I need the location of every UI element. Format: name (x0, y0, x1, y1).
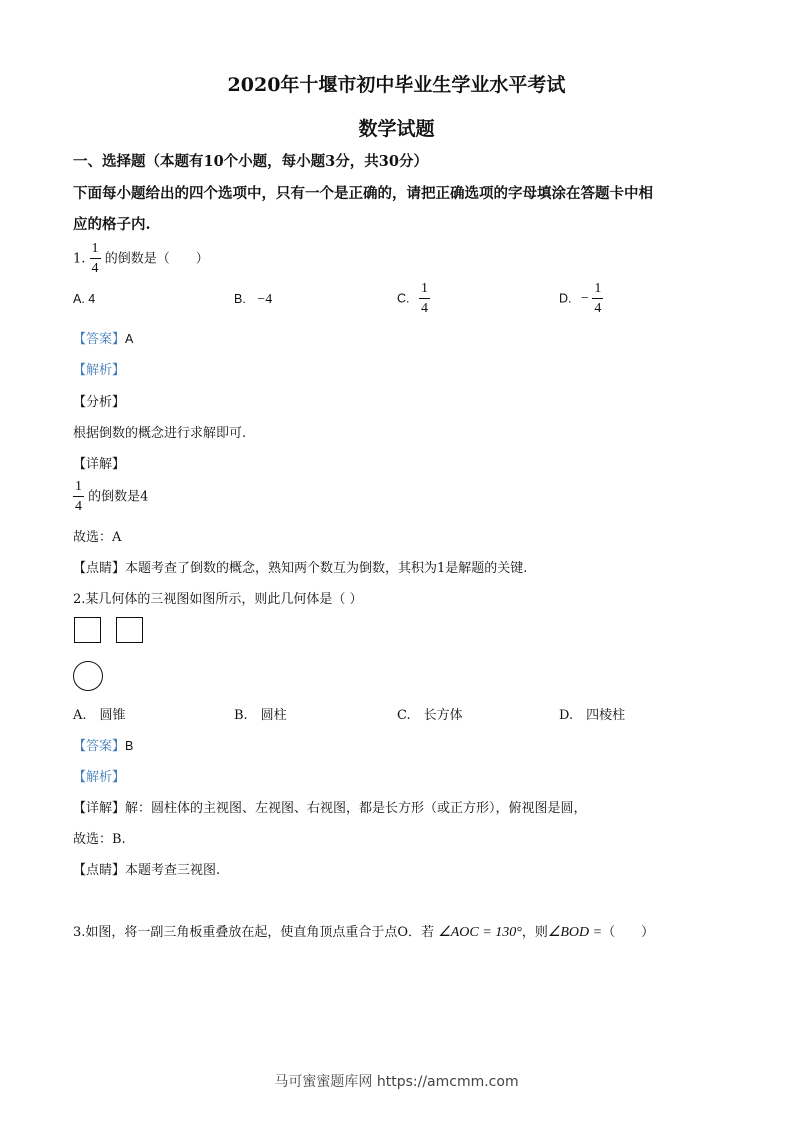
q1-comment (73, 557, 527, 576)
q2-option-b: B. 圆柱 (234, 708, 287, 723)
q2-stem: 2.某几何体的三视图如图所示，则此几何体是（ ） (73, 592, 363, 607)
q1-answer-value: A (125, 332, 134, 346)
q1-option-c-fraction (419, 282, 430, 316)
q3-stem (73, 921, 654, 941)
q2-answer (73, 735, 133, 754)
q1-stem (73, 242, 209, 276)
q2-option-d: D. 四棱柱 (559, 708, 626, 723)
q1-option-d-numerator: 1 (592, 282, 603, 299)
q1-comment-text: 本题考查了倒数的概念，熟知两个数互为倒数，其积为1是解题的关键. (125, 561, 528, 576)
q2-comment-tag: 【点睛】 (73, 863, 126, 878)
q1-detail-numerator: 1 (73, 480, 84, 497)
q1-option-d (559, 282, 603, 316)
section-instruction-line1: 下面每小题给出的四个选项中，只有一个是正确的，请把正确选项的字母填涂在答题卡中相 (73, 185, 653, 202)
q1-detail-tag: 【详解】 (73, 457, 126, 472)
q1-option-d-fraction (592, 282, 603, 316)
q3-angle-aoc: ∠AOC = 130° (438, 925, 522, 940)
section-heading: 一、选择题（本题有10个小题，每小题3分，共30分） (73, 153, 428, 170)
q1-option-d-denominator: 4 (594, 301, 602, 316)
exam-title: 2020年十堰市初中毕业生学业水平考试 (227, 74, 566, 96)
q1-detail-denominator: 4 (75, 499, 82, 514)
q1-option-a-value: 4 (88, 292, 96, 306)
q1-fraction-numerator: 1 (90, 242, 101, 259)
q2-comment-text: 本题考查三视图. (125, 863, 221, 878)
q1-comment-tag: 【点睛】 (73, 561, 126, 576)
q1-option-b-label: B. (234, 292, 246, 306)
q1-fraction (90, 242, 101, 276)
q1-option-c (397, 282, 430, 316)
section-instruction-line2: 应的格子内. (73, 216, 151, 233)
q2-choice: 故选：B. (73, 832, 126, 847)
footer-watermark: 马可蜜蜜题库网 https://amcmm.com (274, 1074, 519, 1090)
q3-stem-mid: ，则 (521, 925, 548, 940)
q1-option-a (73, 292, 95, 306)
q1-option-b-value: −4 (257, 292, 273, 307)
q1-choice: 故选：A (73, 530, 122, 545)
side-view-square (116, 617, 143, 643)
q1-option-c-label: C. (397, 291, 410, 306)
q2-option-a: A. 圆锥 (73, 708, 126, 723)
q3-angle-bod: ∠BOD = (547, 925, 603, 940)
q1-detail (73, 480, 148, 514)
q3-stem-suffix: （ ） (602, 925, 655, 940)
q2-detail-tag: 【详解】 (73, 801, 126, 816)
q1-detail-fraction (73, 480, 84, 514)
q1-answer (73, 328, 133, 347)
q1-fenxi-text: 根据倒数的概念进行求解即可. (73, 426, 247, 441)
q2-detail-text: 解：圆柱体的主视图、左视图、右视图，都是长方形（或正方形），俯视图是圆， (125, 801, 587, 816)
exam-subtitle: 数学试题 (358, 118, 435, 140)
q2-answer-value: B (125, 739, 134, 753)
front-view-square (74, 617, 101, 643)
q1-option-c-denominator: 4 (420, 301, 428, 316)
q2-answer-tag: 【答案】 (73, 739, 126, 754)
q1-option-a-label: A. (73, 292, 85, 306)
q1-option-c-numerator: 1 (419, 282, 430, 299)
q2-detail (73, 797, 587, 816)
q1-option-d-label: D. (559, 291, 572, 306)
q1-fenxi-tag: 【分析】 (73, 395, 126, 410)
q1-stem-suffix: 的倒数是（ ） (104, 251, 209, 267)
q2-analysis-tag: 【解析】 (73, 770, 126, 785)
q1-option-b (234, 292, 272, 308)
q2-option-c: C. 长方体 (397, 708, 463, 723)
q3-stem-prefix: 3.如图，将一副三角板重叠放在起，使直角顶点重合于点O．若 (73, 925, 435, 940)
q1-answer-tag: 【答案】 (73, 332, 126, 347)
q1-number: 1. (73, 251, 86, 267)
q1-option-d-sign: − (580, 291, 589, 307)
q1-detail-suffix: 的倒数是4 (88, 489, 149, 505)
top-view-circle (73, 661, 103, 691)
q2-comment (73, 859, 220, 878)
q1-analysis-tag: 【解析】 (73, 363, 126, 378)
q1-fraction-denominator: 4 (91, 261, 99, 276)
